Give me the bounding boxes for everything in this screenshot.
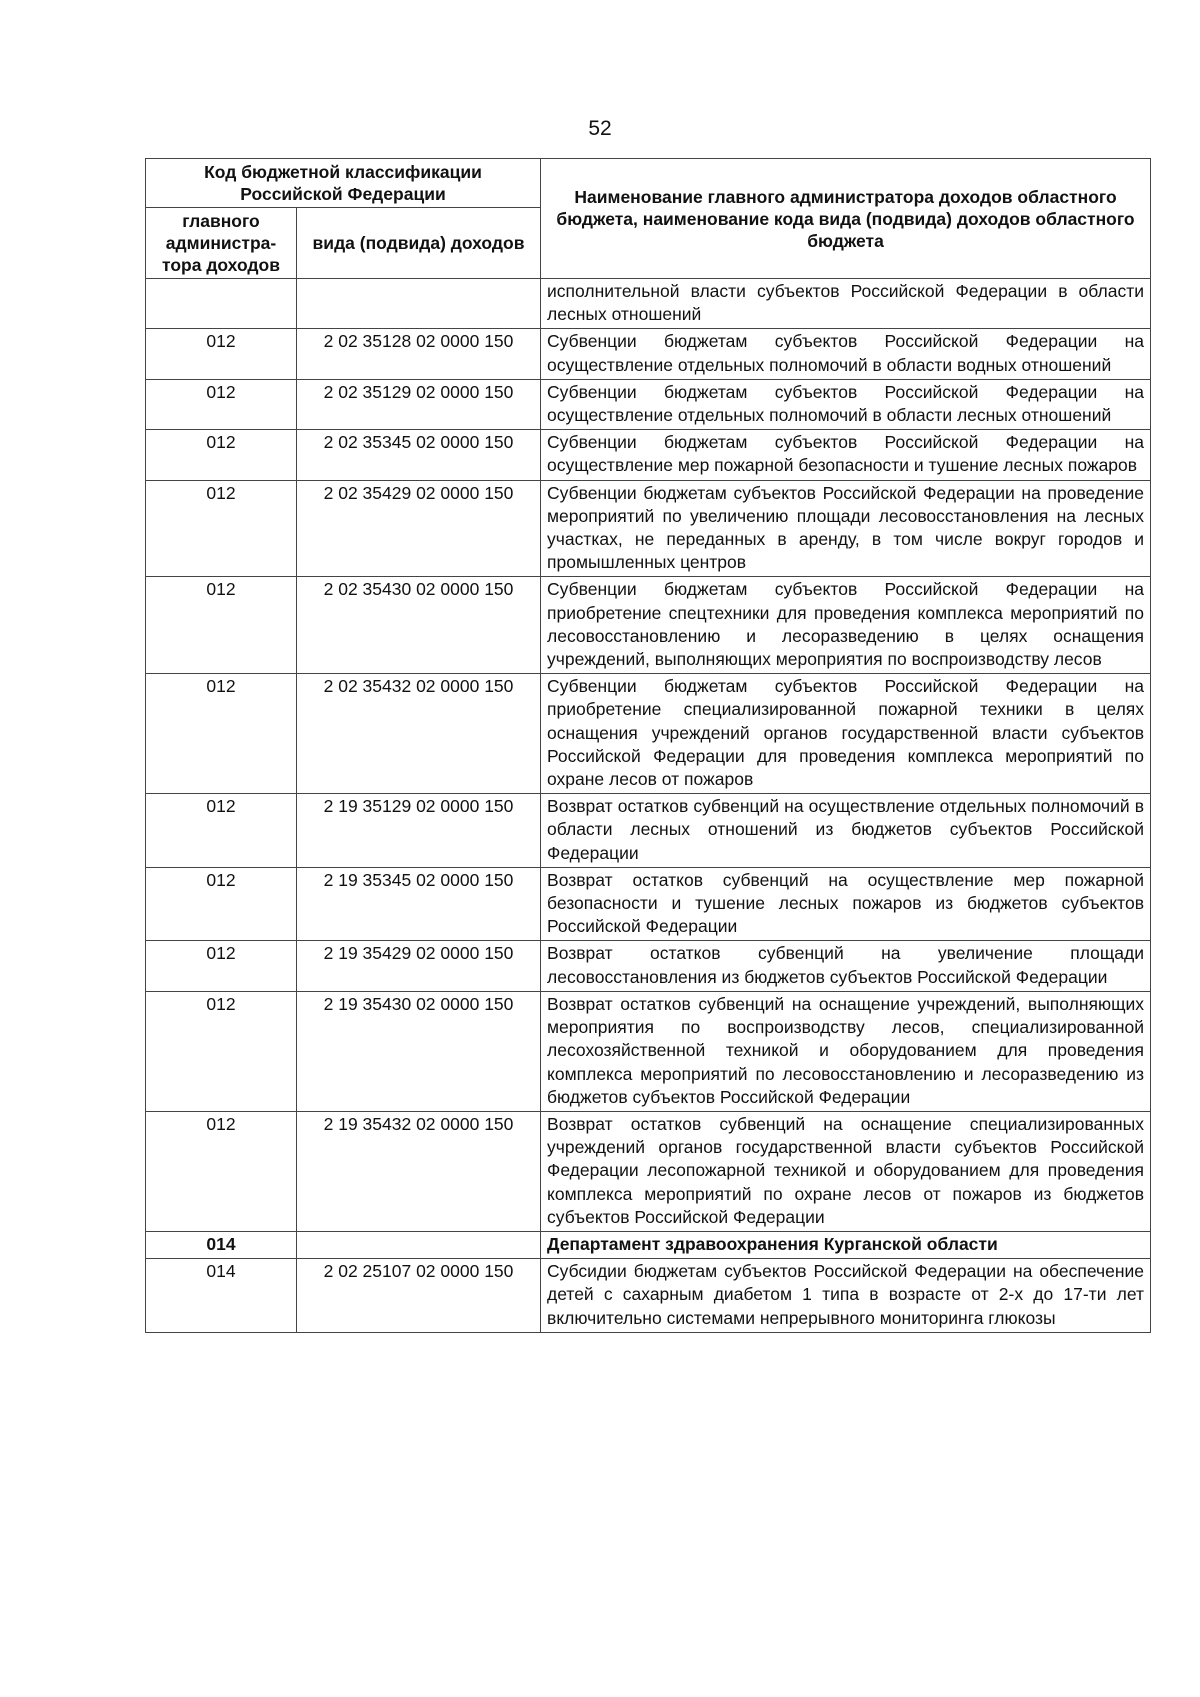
admin-code-cell: 014: [146, 1231, 297, 1258]
header-admin-column: главного администра-тора доходов: [146, 208, 297, 279]
income-description-cell: Субвенции бюджетам субъектов Российской Федерации на осуществление мер пожарной безопасности и тушение лесных пожаров: [541, 430, 1151, 480]
income-code-cell: 2 02 35432 02 0000 150: [297, 674, 541, 794]
income-description-cell: исполнительной власти субъектов Российской Федерации в области лесных отношений: [541, 279, 1151, 329]
income-code-cell: [297, 1231, 541, 1258]
table-row: [146, 329, 1151, 379]
income-description-cell: Возврат остатков субвенций на осуществление отдельных полномочий в области лесных отношений из бюджетов субъектов Российской Федерации: [541, 794, 1151, 868]
income-description-cell: Департамент здравоохранения Курганской области: [541, 1231, 1151, 1258]
income-description-cell: Субвенции бюджетам субъектов Российской Федерации на приобретение спецтехники для проведения комплекса мероприятий по лесовосстановлению и лесоразведению в целях оснащения учреждений, выполняющих мероприятия по воспроизводству лесов: [541, 577, 1151, 674]
table-row: [146, 941, 1151, 991]
income-code-cell: 2 02 35129 02 0000 150: [297, 379, 541, 429]
income-code-cell: 2 02 35345 02 0000 150: [297, 430, 541, 480]
table-header: [146, 159, 1151, 279]
table-row: [146, 867, 1151, 941]
income-code-cell: 2 02 35430 02 0000 150: [297, 577, 541, 674]
admin-code-cell: 012: [146, 794, 297, 868]
income-code-cell: 2 19 35429 02 0000 150: [297, 941, 541, 991]
table-row: [146, 1259, 1151, 1333]
income-description-cell: Возврат остатков субвенций на увеличение площади лесовосстановления из бюджетов субъектов Российской Федерации: [541, 941, 1151, 991]
admin-code-cell: 012: [146, 577, 297, 674]
header-code-column: вида (подвида) доходов: [297, 208, 541, 279]
table-row: [146, 991, 1151, 1111]
table-row: [146, 480, 1151, 577]
admin-code-cell: 012: [146, 480, 297, 577]
table-row: [146, 379, 1151, 429]
table-body: [146, 279, 1151, 1333]
income-code-cell: 2 19 35432 02 0000 150: [297, 1111, 541, 1231]
table-row: [146, 1111, 1151, 1231]
income-code-cell: [297, 279, 541, 329]
income-code-cell: 2 19 35129 02 0000 150: [297, 794, 541, 868]
income-code-cell: 2 19 35345 02 0000 150: [297, 867, 541, 941]
header-classification-group: Код бюджетной классификации Российской Федерации: [146, 159, 541, 208]
table-row: [146, 430, 1151, 480]
table-row: [146, 794, 1151, 868]
table-row: [146, 674, 1151, 794]
admin-code-cell: 012: [146, 1111, 297, 1231]
income-description-cell: Возврат остатков субвенций на оснащение учреждений, выполняющих мероприятия по воспроизводству лесов, специализированной лесохозяйственной техникой и оборудованием для проведения комплекса мероприятий по лесовосстановлению и лесоразведению из бюджетов субъектов Российской Федерации: [541, 991, 1151, 1111]
admin-code-cell: 012: [146, 379, 297, 429]
table-row: [146, 577, 1151, 674]
table-row: [146, 1231, 1151, 1258]
admin-code-cell: 012: [146, 867, 297, 941]
income-description-cell: Субвенции бюджетам субъектов Российской Федерации на проведение мероприятий по увеличению площади лесовосстановления на лесных участках, не переданных в аренду, в том числе вокруг городов и промышленных центров: [541, 480, 1151, 577]
income-code-cell: 2 02 25107 02 0000 150: [297, 1259, 541, 1333]
budget-classification-table: [145, 158, 1151, 1333]
admin-code-cell: 012: [146, 430, 297, 480]
table-row: [146, 279, 1151, 329]
page-number: 52: [588, 117, 612, 140]
income-description-cell: Субвенции бюджетам субъектов Российской Федерации на осуществление отдельных полномочий в области лесных отношений: [541, 379, 1151, 429]
income-code-cell: 2 19 35430 02 0000 150: [297, 991, 541, 1111]
income-description-cell: Субсидии бюджетам субъектов Российской Федерации на обеспечение детей с сахарным диабетом 1 типа в возрасте от 2-х до 17-ти лет включительно системами непрерывного мониторинга глюкозы: [541, 1259, 1151, 1333]
admin-code-cell: [146, 279, 297, 329]
admin-code-cell: 014: [146, 1259, 297, 1333]
income-description-cell: Субвенции бюджетам субъектов Российской Федерации на приобретение специализированной пожарной техники в целях оснащения учреждений органов государственной власти субъектов Российской Федерации для проведения комплекса мероприятий по охране лесов от пожаров: [541, 674, 1151, 794]
income-description-cell: Возврат остатков субвенций на осуществление мер пожарной безопасности и тушение лесных пожаров из бюджетов субъектов Российской Федерации: [541, 867, 1151, 941]
admin-code-cell: 012: [146, 329, 297, 379]
income-code-cell: 2 02 35429 02 0000 150: [297, 480, 541, 577]
header-name-column: Наименование главного администратора доходов областного бюджета, наименование кода вида (подвида) доходов областного бюджета: [541, 159, 1151, 279]
admin-code-cell: 012: [146, 991, 297, 1111]
admin-code-cell: 012: [146, 941, 297, 991]
income-code-cell: 2 02 35128 02 0000 150: [297, 329, 541, 379]
income-description-cell: Субвенции бюджетам субъектов Российской Федерации на осуществление отдельных полномочий в области водных отношений: [541, 329, 1151, 379]
income-description-cell: Возврат остатков субвенций на оснащение специализированных учреждений органов государственной власти субъектов Российской Федерации лесопожарной техникой и оборудованием для проведения комплекса мероприятий по охране лесов от пожаров из бюджетов субъектов Российской Федерации: [541, 1111, 1151, 1231]
admin-code-cell: 012: [146, 674, 297, 794]
